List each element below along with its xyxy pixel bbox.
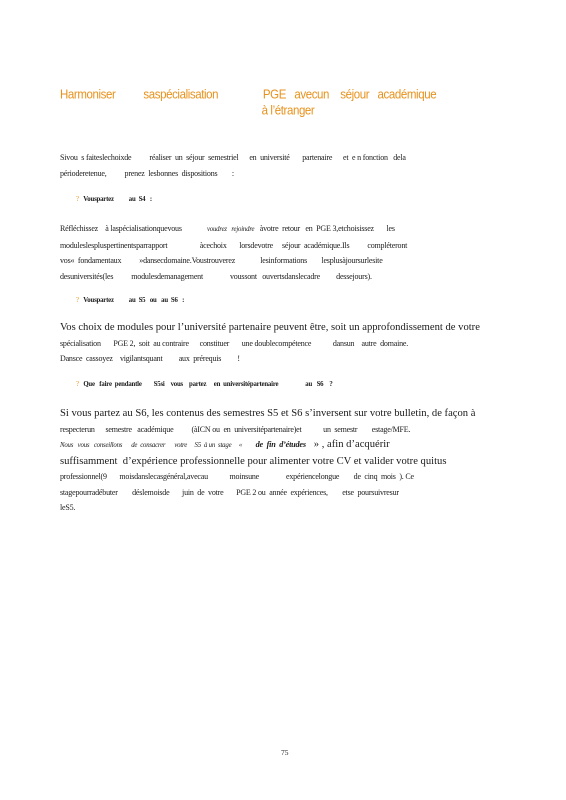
paragraph-line: desuniversités(les modulesdemanagement voussont ouvertsdanslecadre dessejours).	[60, 271, 372, 281]
question-s6	[76, 381, 333, 388]
paragraph-line: suffisamment d’expérience professionnelle pour alimenter votre CV et valider votre quitus	[60, 455, 447, 467]
paragraph-s4	[60, 221, 518, 284]
paragraph-line: Si vous partez au S6, les contenus des semestres S5 et S6 s’inversent sur votre bulletin, de façon à	[60, 408, 476, 419]
text-run: àvotre retour en PGE 3,etchoisissez les	[254, 224, 395, 233]
emphasis-strong-text: de fin d’études	[255, 440, 306, 449]
paragraph-line: leS5.	[60, 503, 76, 512]
page-number: 75	[281, 748, 289, 757]
paragraph-line: respecterun semestre académique (àICN ou en universitépartenaire)et un semestr estage/MFE.	[60, 424, 411, 434]
paragraph-line	[60, 221, 518, 238]
paragraph-line: stagepourradébuter déslemoisde juin de votre PGE 2 ou année expériences, etse poursuivresur	[60, 487, 399, 497]
title-line-1: Harmoniser saspécialisation PGE avecun séjour académique	[60, 88, 437, 102]
question-s5-s6	[76, 297, 184, 304]
paragraph-line: Dansce cassoyez vigilantsquant aux prérequis !	[60, 354, 240, 363]
question-mark-bullet: ?	[76, 196, 79, 203]
paragraph-line: vos« fondamentaux »dansecdomaine.Voustrouverez lesinformations lesplusàjoursurlesite	[60, 256, 383, 265]
question-s4	[76, 196, 152, 203]
title-line-2: à l’étranger	[261, 104, 315, 118]
question-mark-bullet: ?	[76, 381, 79, 388]
paragraph-modules	[60, 320, 518, 367]
paragraph-line: spécialisation PGE 2, soit au contraire constituer une doublecompétence dansun autre domaine.	[60, 338, 409, 348]
section-title	[60, 88, 516, 118]
paragraph-line: Vos choix de modules pour l’université partenaire peuvent être, soit un approfondissement de votre	[60, 322, 480, 333]
paragraph-line	[60, 437, 518, 454]
intro-line: Sivou s faiteslechoixde réaliser un séjour semestriel en université partenaire et e n fonction dela	[60, 153, 406, 162]
emphasis-text: Nous vous conseillons de consacrer votre S5 à un stage «	[60, 442, 256, 449]
question-text: Vouspartez au S4 :	[78, 196, 152, 203]
paragraph-line: professionnel(9 moisdanslecasgénéral,avecau moinsune expériencelongue de cinq mois ). Ce	[60, 472, 414, 481]
question-mark-bullet: ?	[76, 297, 79, 304]
intro-line: périoderetenue, prenez lesbonnes dispositions :	[60, 168, 234, 178]
question-text: Que faire pendantle S5si vous partez en universitépartenaire au S6 ?	[78, 381, 333, 388]
emphasis-text: voudrez rejoindre	[206, 226, 255, 233]
question-text: Vouspartez au S5 ou au S6 :	[78, 297, 185, 304]
intro-paragraph	[60, 150, 518, 181]
text-run: Réfléchissez à laspécialisationquevous	[60, 224, 207, 233]
text-run: » , afin d’acquérir	[305, 439, 390, 450]
paragraph-line: moduleslespluspertinentsparrapport àcechoix lorsdevotre séjour académique.Ils compléteront	[60, 240, 408, 250]
paragraph-s6	[60, 406, 518, 516]
